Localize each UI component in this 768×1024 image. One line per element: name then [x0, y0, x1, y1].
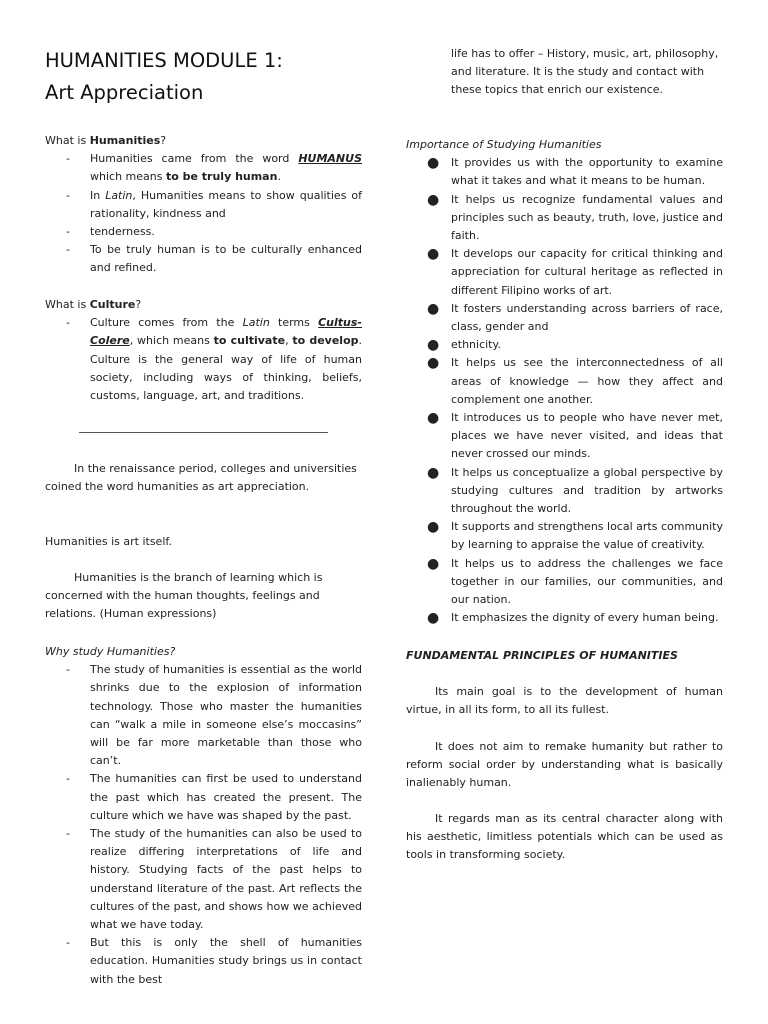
principle-paragraph-2: It does not aim to remake humanity but rather to reform social order by understanding what is basically inalienably human. [406, 740, 723, 790]
importance-item: ● It helps us conceptualize a global perspective by studying cultures and tradition by artworks throughout the world. [427, 464, 723, 516]
bullet-icon: ● [427, 191, 440, 208]
what-is-culture-question: What is Culture? [45, 298, 142, 311]
importance-item: ● ethnicity. [427, 337, 501, 354]
why-study-heading: Why study Humanities? [45, 645, 176, 658]
why-study-item: - The humanities can first be used to understand the past which has created the present. The culture which we have was shaped by the past. [45, 770, 362, 825]
bullet-icon: ● [427, 246, 440, 263]
bullet-icon: ● [427, 355, 440, 372]
why-study-item: - The study of the humanities can also be used to realize differing interpretations of life and history. Studying facts of the past helps to understand literature of the past. Art reflects the cultures of the past, and shows how we achieved what we have today. [45, 825, 362, 934]
principles-section [406, 647, 723, 665]
importance-item: ● It develops our capacity for critical thinking and appreciation for cultural heritage as reflected in different Filipino works of art. [427, 246, 723, 297]
principles-heading: FUNDAMENTAL PRINCIPLES OF HUMANITIES [406, 649, 678, 662]
why-study-list [45, 661, 362, 989]
principle-paragraph-1: Its main goal is to the development of human virtue, in all its form, to all its fullest. [406, 685, 723, 717]
bullet-icon: ● [427, 555, 440, 572]
bullet-icon: ● [427, 519, 440, 536]
importance-item: ● It helps us recognize fundamental values and principles such as beauty, truth, love, justice and faith. [427, 191, 723, 243]
bullet-icon: ● [427, 337, 440, 354]
importance-list [406, 154, 723, 627]
humanities-definition-item: - In Latin, Humanities means to show qualities of rationality, kindness and [45, 187, 362, 223]
culture-definition-item: - Culture comes from the Latin terms Cultus-Colere, which means to cultivate, to develop. Culture is the general way of life of human society, including ways of thinking, beliefs, customs, language, art, and traditions. [45, 314, 362, 405]
bullet-icon: ● [427, 464, 440, 481]
principle-paragraph-3: It regards man as its central character along with his aesthetic, limitless potentials which can be used as tools in transforming society. [406, 812, 723, 862]
section-divider [79, 432, 328, 433]
humanities-definition-item: - Humanities came from the word HUMANUS which means to be truly human. [45, 150, 362, 186]
bullet-icon: ● [427, 300, 440, 317]
renaissance-paragraph: In the renaissance period, colleges and universities coined the word humanities as art appreciation. [45, 462, 357, 494]
humanities-definition-list [45, 150, 362, 277]
importance-section [406, 136, 723, 627]
what-is-culture-section [45, 296, 362, 405]
humanities-definition-item: - To be truly human is to be culturally enhanced and refined. [45, 241, 362, 277]
importance-heading: Importance of Studying Humanities [406, 138, 602, 151]
why-study-section [45, 643, 362, 989]
art-itself-paragraph: Humanities is art itself. [45, 535, 172, 548]
what-is-humanities-question: What is Humanities? [45, 134, 167, 147]
importance-item: ● It provides us with the opportunity to examine what it takes and what it means to be human. [427, 155, 723, 188]
culture-definition-list [45, 314, 362, 405]
bullet-icon: ● [427, 410, 440, 427]
importance-item: ● It supports and strengthens local arts community by learning to appraise the value of creativity. [427, 519, 723, 552]
continuation-paragraph: life has to offer – History, music, art, philosophy, and literature. It is the study and contact with these topics that enrich our existence. [451, 47, 719, 97]
module-title: HUMANITIES MODULE 1: [45, 49, 283, 72]
bullet-icon: ● [427, 610, 440, 627]
importance-item: ● It introduces us to people who have never met, places we have never visited, and ideas that never crossed our minds. [427, 410, 723, 461]
importance-item: ● It helps us to address the challenges we face together in our families, our communities, and our nation. [427, 555, 723, 607]
bullet-icon: ● [427, 155, 440, 172]
importance-item: ● It emphasizes the dignity of every human being. [427, 610, 719, 627]
why-study-item: - But this is only the shell of humanities education. Humanities study brings us in contact with the best [45, 934, 362, 989]
humanities-definition-item: - tenderness. [45, 223, 362, 241]
what-is-humanities-section [45, 132, 362, 278]
branch-of-learning-paragraph: Humanities is the branch of learning which is concerned with the human thoughts, feelings and relations. (Human expressions) [45, 571, 323, 621]
module-subtitle: Art Appreciation [45, 81, 204, 104]
importance-item: ● It fosters understanding across barriers of race, class, gender and [427, 300, 723, 334]
importance-item: ● It helps us see the interconnectedness of all areas of knowledge — how they affect and complement one another. [427, 355, 723, 406]
why-study-item: - The study of humanities is essential as the world shrinks due to the explosion of information technology. Those who master the humanities can “walk a mile in someone else’s moccasins” will be far more marketable than those who can’t. [45, 661, 362, 770]
